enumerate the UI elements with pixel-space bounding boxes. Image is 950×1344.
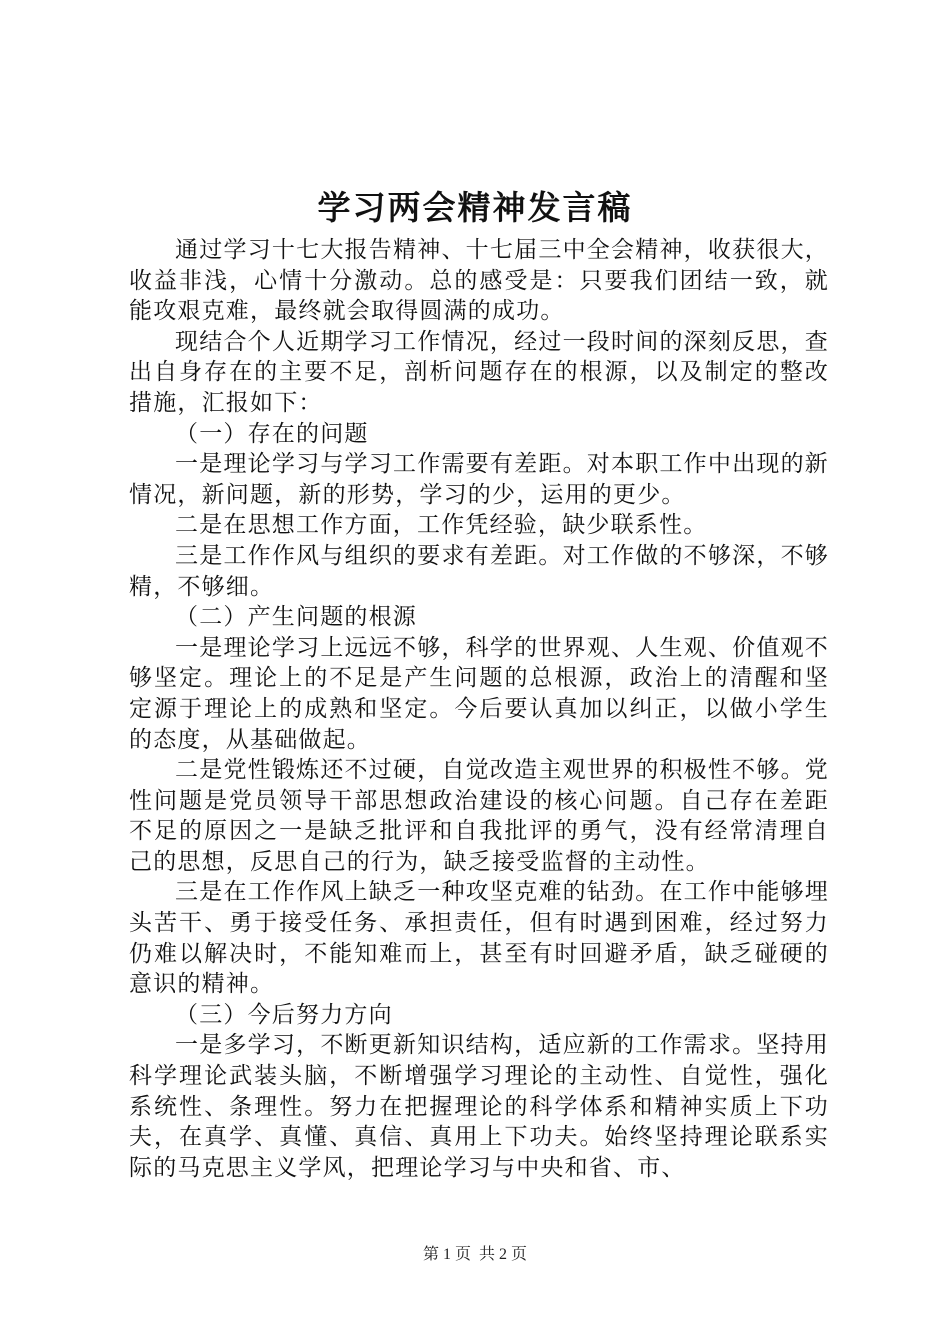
paragraph: 二是在思想工作方面，工作凭经验，缺少联系性。 — [175, 512, 708, 539]
paragraph: 通过学习十七大报告精神、十七届三中全会精神，收获很大，收益非浅，心情十分激动。总的感受是：只要我们团结一致，就能攻艰克难，最终就会取得圆满的成功。 — [129, 237, 829, 325]
paragraph: 二是党性锻炼还不过硬，自觉改造主观世界的积极性不够。党性问题是党员领导干部思想政治建设的核心问题。自己存在差距不足的原因之一是缺乏批评和自我批评的勇气，没有经常清理自己的思想，反思自己的行为，缺乏接受监督的主动性。 — [129, 757, 829, 875]
paragraph: 三是在工作作风上缺乏一种攻坚克难的钻劲。在工作中能够埋头苦干、勇于接受任务、承担责任，但有时遇到困难，经过努力仍难以解决时，不能知难而上，甚至有时回避矛盾，缺乏碰硬的意识的精神。 — [129, 879, 829, 998]
page-number: 第 1 页 — [422, 1246, 471, 1263]
section-heading: （一）存在的问题 — [175, 420, 369, 447]
page-total: 共 2 页 — [479, 1246, 528, 1263]
section-heading: （三）今后努力方向 — [175, 1001, 393, 1028]
paragraph: 三是工作作风与组织的要求有差距。对工作做的不够深，不够精，不够细。 — [129, 542, 829, 600]
paragraph: 一是理论学习与学习工作需要有差距。对本职工作中出现的新情况，新问题，新的形势，学习的少，运用的更少。 — [129, 451, 829, 508]
page-footer — [0, 1244, 950, 1266]
document-body — [129, 235, 829, 1183]
paragraph: 现结合个人近期学习工作情况，经过一段时间的深刻反思，查出自身存在的主要不足，剖析问题存在的根源，以及制定的整改措施，汇报如下： — [129, 328, 829, 416]
paragraph: 一是多学习，不断更新知识结构，适应新的工作需求。坚持用科学理论武装头脑，不断增强学习理论的主动性、自觉性，强化系统性、条理性。努力在把握理论的科学体系和精神实质上下功夫，在真学、真懂、真信、真用上下功夫。始终坚持理论联系实际的马克思主义学风，把理论学习与中央和省、市、 — [129, 1032, 829, 1181]
document-title: 学习两会精神发言稿 — [317, 188, 633, 227]
section-heading: （二）产生问题的根源 — [175, 604, 417, 631]
paragraph: 一是理论学习上远远不够，科学的世界观、人生观、价值观不够坚定。理论上的不足是产生问题的总根源，政治上的清醒和坚定源于理论上的成熟和坚定。今后要认真加以纠正，以做小学生的态度，从基础做起。 — [129, 634, 829, 753]
